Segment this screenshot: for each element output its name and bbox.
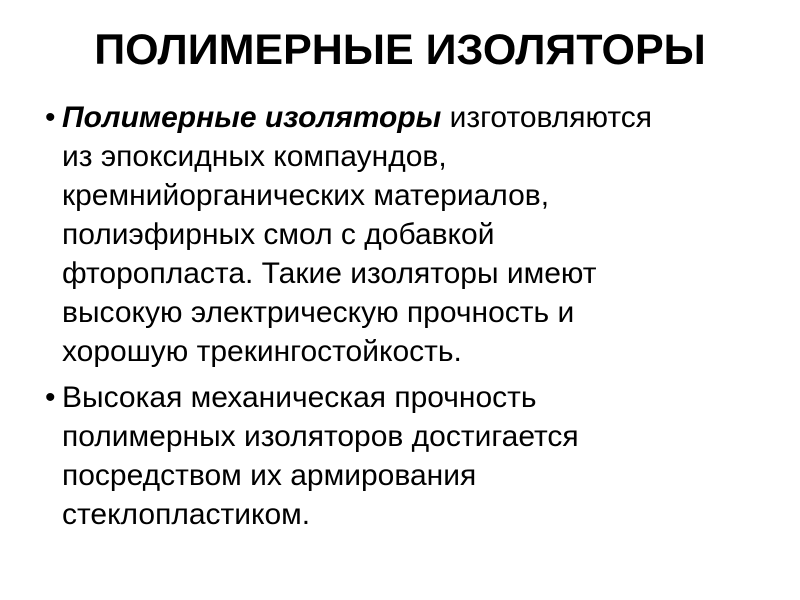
slide-title: ПОЛИМЕРНЫЕ ИЗОЛЯТОРЫ (94, 26, 706, 74)
text-segment: изготовляются (441, 101, 653, 135)
text-segment: высокую электрическую прочность и (62, 296, 575, 330)
text-segment: кремнийорганических материалов, (62, 179, 550, 213)
bullet-list (45, 98, 772, 534)
text-line (62, 98, 772, 137)
text-segment: из эпоксидных компаундов, (62, 140, 447, 174)
text-line (62, 456, 772, 495)
text-line (62, 378, 772, 417)
text-segment: посредством их армирования (62, 459, 477, 493)
bullet-item (45, 378, 772, 534)
text-line (62, 332, 772, 371)
bullet-item (45, 98, 772, 371)
text-line (62, 176, 772, 215)
text-segment: Высокая механическая прочность (62, 381, 537, 415)
text-segment: стеклопластиком. (62, 498, 311, 532)
text-segment: хорошую трекингостойкость. (62, 335, 462, 369)
text-segment: фторопласта. Такие изоляторы имеют (62, 257, 597, 291)
text-line (62, 137, 772, 176)
text-line (62, 417, 772, 456)
text-line (62, 254, 772, 293)
text-line (62, 293, 772, 332)
text-segment: полимерных изоляторов достигается (62, 420, 579, 454)
text-segment: полиэфирных смол с добавкой (62, 218, 495, 252)
text-line (62, 215, 772, 254)
bullet-marker: • (45, 101, 56, 135)
bullet-marker: • (45, 381, 56, 415)
text-segment: Полимерные изоляторы (62, 101, 442, 135)
text-line (62, 495, 772, 534)
